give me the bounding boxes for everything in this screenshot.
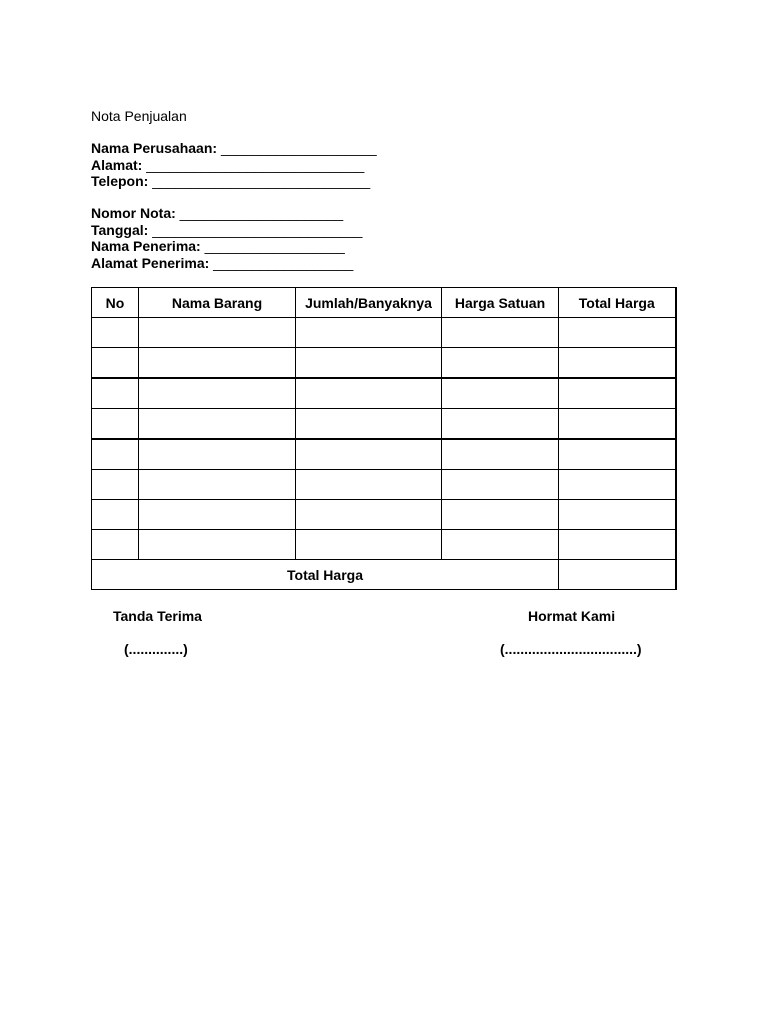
table-cell[interactable] [442,318,559,348]
table-cell[interactable] [139,318,296,348]
table-cell[interactable] [296,470,442,500]
table-row [92,378,676,409]
table-cell[interactable] [92,500,139,530]
table-cell[interactable] [296,409,442,440]
table-cell[interactable] [442,500,559,530]
table-row [92,470,676,500]
header-no: No [92,288,139,318]
table-row [92,439,676,470]
table-cell[interactable] [139,530,296,560]
field-blank: __________________ [213,254,354,271]
table-cell[interactable] [296,348,442,379]
field-label: Nomor Nota: [91,205,176,221]
table-header-row [92,288,676,318]
sender-signature-line: (..................................) [500,641,642,657]
field-label: Tanggal: [91,221,149,238]
table-cell[interactable] [559,378,676,409]
field-label: Alamat Penerima: [91,254,210,271]
header-quantity: Jumlah/Banyaknya [296,288,442,318]
table-cell[interactable] [92,470,139,500]
field-label: Telepon: [91,173,149,189]
field-blank: __________________ [204,238,345,254]
table-row [92,530,676,560]
table-cell[interactable] [92,409,139,440]
table-cell[interactable] [559,439,676,470]
table-cell[interactable] [442,378,559,409]
table-cell[interactable] [92,348,139,379]
field-label: Nama Penerima: [91,238,201,254]
table-cell[interactable] [139,470,296,500]
table-cell[interactable] [559,348,676,379]
table-cell[interactable] [559,318,676,348]
field-blank: ____________________________ [152,173,371,189]
total-label: Total Harga [92,560,559,590]
field-label: Nama Perusahaan: [91,140,218,156]
receiver-signature-label: Tanda Terima [113,608,202,624]
document-title: Nota Penjualan [91,108,187,124]
header-unit-price: Harga Satuan [442,288,559,318]
items-table [91,287,677,590]
header-total-price: Total Harga [559,288,676,318]
field-blank: _____________________ [179,205,344,221]
table-cell[interactable] [92,378,139,409]
table-cell[interactable] [296,378,442,409]
field-label: Alamat: [91,156,143,173]
nota-date-field [91,222,362,239]
table-cell[interactable] [559,530,676,560]
table-cell[interactable] [92,318,139,348]
table-cell[interactable] [92,439,139,470]
company-name-field [91,140,377,157]
field-blank: ____________________________ [146,156,365,173]
table-cell[interactable] [442,470,559,500]
total-value-cell[interactable] [559,560,676,590]
nota-info [91,205,362,271]
table-row [92,348,676,379]
table-cell[interactable] [139,348,296,379]
table-cell[interactable] [442,530,559,560]
table-cell[interactable] [296,439,442,470]
table-cell[interactable] [559,500,676,530]
total-row [92,560,676,590]
table-cell[interactable] [442,409,559,440]
field-blank: ___________________________ [152,221,363,238]
table-cell[interactable] [442,439,559,470]
table-cell[interactable] [442,348,559,379]
table-cell[interactable] [139,439,296,470]
company-address-field [91,157,377,174]
table-row [92,409,676,440]
header-item-name: Nama Barang [139,288,296,318]
table-cell[interactable] [559,409,676,440]
field-blank: ____________________ [220,140,377,156]
table-cell[interactable] [296,318,442,348]
table-body [92,318,676,590]
company-phone-field [91,173,377,190]
nota-number-field [91,205,362,222]
company-info [91,140,377,190]
table-cell[interactable] [92,530,139,560]
recipient-name-field [91,238,362,255]
table-row [92,500,676,530]
table-cell[interactable] [139,409,296,440]
table-cell[interactable] [139,378,296,409]
receiver-signature-line: (..............) [124,641,188,657]
table-cell[interactable] [139,500,296,530]
sender-signature-label: Hormat Kami [528,608,616,624]
recipient-address-field [91,255,362,272]
table-row [92,318,676,348]
table-cell[interactable] [559,470,676,500]
table-cell[interactable] [296,530,442,560]
table-cell[interactable] [296,500,442,530]
